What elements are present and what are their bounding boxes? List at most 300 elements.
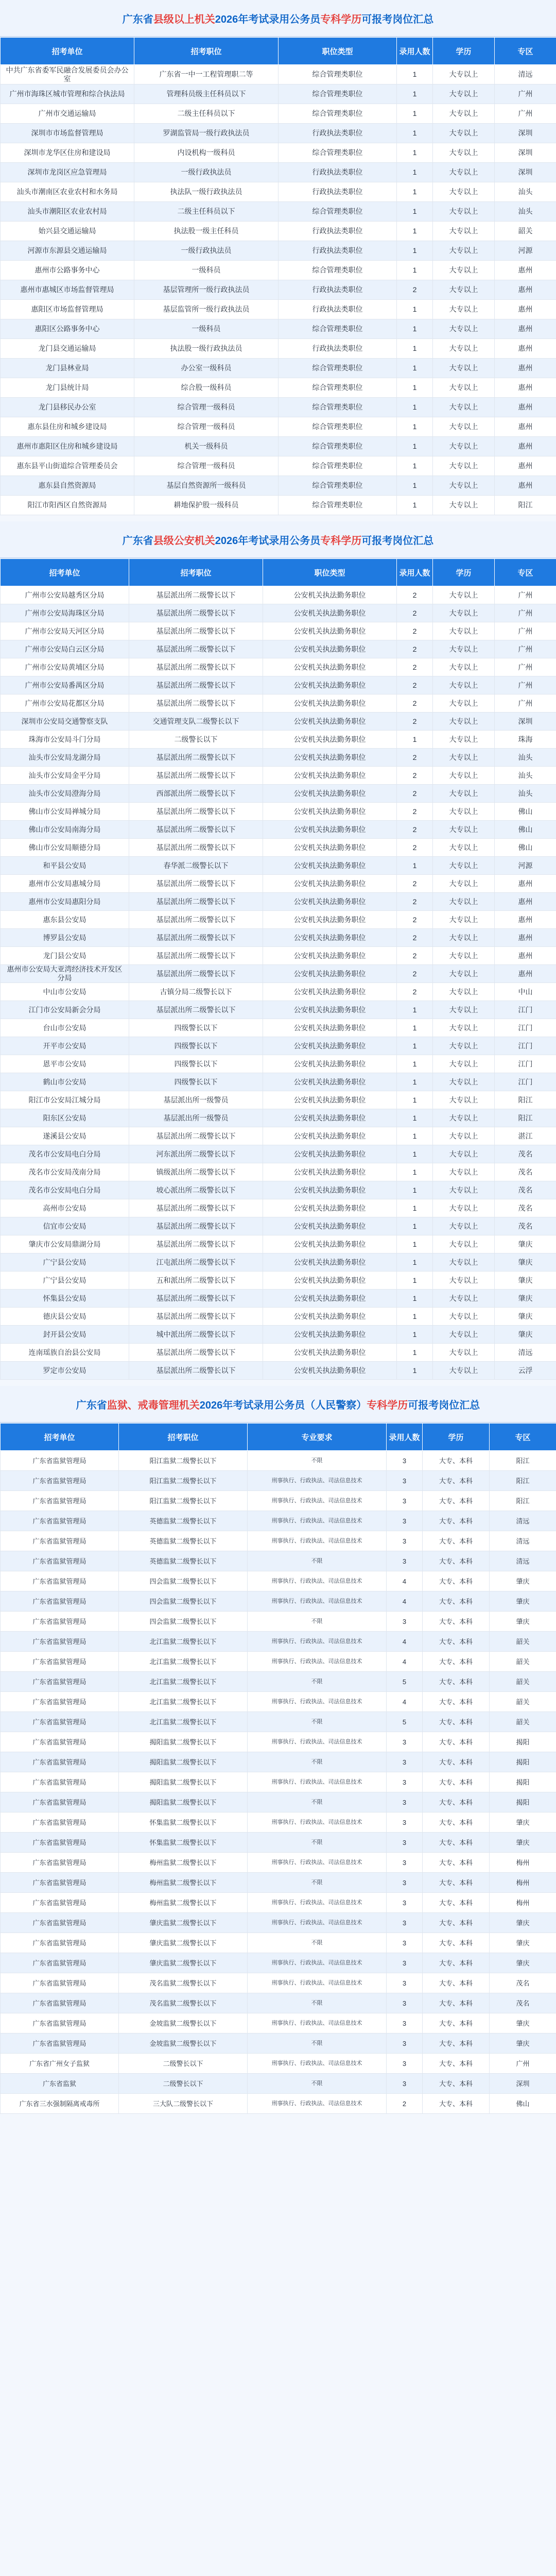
cell-region: 梅州: [490, 1853, 556, 1873]
cell-type: 刑事执行、行政执法、司法信息技术: [248, 1973, 387, 1993]
cell-unit: 广州市公安局海珠区分局: [1, 604, 129, 622]
cell-count: 1: [397, 1019, 433, 1037]
table-row: [1, 1953, 556, 1973]
cell-position: 综合管理一级科员: [134, 398, 279, 417]
cell-unit: 阳江市公安局江城分局: [1, 1091, 129, 1109]
table-row: [1, 1326, 556, 1344]
cell-position: 坡心派出所二级警长以下: [129, 1181, 263, 1199]
cell-count: 1: [397, 359, 433, 378]
cell-region: 汕头: [495, 182, 556, 202]
title-part: 可报考岗位汇总: [408, 1399, 480, 1411]
cell-unit: 惠阳区公路事务中心: [1, 319, 134, 339]
cell-region: 阳江: [495, 1109, 556, 1127]
cell-region: 阳江: [490, 1471, 556, 1491]
table-row: [1, 1055, 556, 1073]
cell-unit: 广东省监狱管理局: [1, 1511, 119, 1531]
cell-count: 1: [397, 417, 433, 437]
cell-type: 公安机关执法勤务职位: [263, 1145, 397, 1163]
cell-count: 2: [397, 875, 433, 893]
cell-type: 不限: [248, 1792, 387, 1812]
cell-education: 大专、本科: [423, 1471, 490, 1491]
cell-education: 大专以上: [433, 1253, 495, 1272]
cell-unit: 龙门县交通运输局: [1, 339, 134, 359]
cell-type: 刑事执行、行政执法、司法信息技术: [248, 1772, 387, 1792]
cell-position: 基层派出所二级警长以下: [129, 1344, 263, 1362]
title-highlight: 专科学历: [320, 13, 362, 25]
cell-type: 公安机关执法勤务职位: [263, 658, 397, 676]
section-title: [0, 1386, 556, 1423]
cell-type: 不限: [248, 1873, 387, 1893]
cell-education: 大专以上: [433, 983, 495, 1001]
cell-position: 基层派出所二级警长以下: [129, 1001, 263, 1019]
cell-position: 怀集监狱二级警长以下: [119, 1833, 248, 1853]
column-header: 招考职位: [134, 38, 279, 65]
table-row: [1, 1019, 556, 1037]
cell-region: 揭阳: [490, 1752, 556, 1772]
cell-count: 4: [387, 1591, 423, 1612]
table-row: [1, 911, 556, 929]
cell-education: 大专、本科: [423, 1993, 490, 2013]
table-body: [1, 65, 556, 515]
cell-count: 2: [397, 983, 433, 1001]
cell-region: 阳江: [490, 1491, 556, 1511]
cell-unit: 德庆县公安局: [1, 1308, 129, 1326]
cell-type: 公安机关执法勤务职位: [263, 839, 397, 857]
cell-education: 大专以上: [433, 417, 495, 437]
table-row: [1, 2054, 556, 2074]
cell-unit: 封开县公安局: [1, 1326, 129, 1344]
cell-education: 大专、本科: [423, 2074, 490, 2094]
cell-type: 行政执法类职位: [279, 300, 397, 319]
cell-education: 大专以上: [433, 398, 495, 417]
title-part: 可报考岗位汇总: [361, 13, 434, 25]
cell-region: 肇庆: [490, 2033, 556, 2054]
cell-type: 公安机关执法勤务职位: [263, 803, 397, 821]
cell-count: 1: [397, 1235, 433, 1253]
title-highlight: 县级公安机关: [153, 535, 215, 547]
cell-region: 肇庆: [495, 1308, 556, 1326]
table-row: [1, 857, 556, 875]
cell-position: 三大队二级警长以下: [119, 2094, 248, 2114]
cell-unit: 茂名市公安局电白分局: [1, 1145, 129, 1163]
cell-education: 大专、本科: [423, 1752, 490, 1772]
cell-position: 执法队一级行政执法员: [134, 182, 279, 202]
table-row: [1, 713, 556, 731]
cell-region: 肇庆: [490, 1953, 556, 1973]
cell-region: 佛山: [495, 803, 556, 821]
cell-position: 基层派出所一级警员: [129, 1091, 263, 1109]
table-row: [1, 1772, 556, 1792]
cell-type: 综合管理类职位: [279, 456, 397, 476]
column-header: 职位类型: [279, 38, 397, 65]
cell-type: 综合管理类职位: [279, 202, 397, 222]
section-title: [0, 0, 556, 37]
cell-education: 大专、本科: [423, 1531, 490, 1551]
cell-unit: 深圳市龙岗区应急管理局: [1, 163, 134, 182]
cell-type: 不限: [248, 1712, 387, 1732]
cell-position: 一级科员: [134, 319, 279, 339]
cell-count: 3: [387, 1833, 423, 1853]
cell-type: 公安机关执法勤务职位: [263, 893, 397, 911]
title-part: 广东省: [122, 535, 153, 547]
cell-unit: 广东省监狱管理局: [1, 1632, 119, 1652]
cell-type: 行政执法类职位: [279, 163, 397, 182]
cell-unit: 广东省监狱管理局: [1, 1953, 119, 1973]
table-row: [1, 893, 556, 911]
cell-unit: 台山市公安局: [1, 1019, 129, 1037]
table-row: [1, 1571, 556, 1591]
cell-position: 西部派出所二级警长以下: [129, 785, 263, 803]
cell-region: 深圳: [495, 163, 556, 182]
section-gap: [0, 515, 556, 521]
cell-unit: 阳江市阳西区自然资源局: [1, 496, 134, 515]
cell-position: 揭阳监狱二级警长以下: [119, 1792, 248, 1812]
column-header: 录用人数: [397, 38, 433, 65]
cell-position: 英德监狱二级警长以下: [119, 1511, 248, 1531]
cell-type: 刑事执行、行政执法、司法信息技术: [248, 1652, 387, 1672]
cell-education: 大专以上: [433, 713, 495, 731]
cell-count: 2: [397, 821, 433, 839]
cell-count: 2: [397, 604, 433, 622]
cell-region: 广州: [495, 640, 556, 658]
cell-unit: 高州市公安局: [1, 1199, 129, 1217]
cell-unit: 江门市公安局新会分局: [1, 1001, 129, 1019]
cell-position: 四会监狱二级警长以下: [119, 1591, 248, 1612]
positions-table: [0, 558, 556, 1380]
cell-region: 肇庆: [490, 1812, 556, 1833]
cell-count: 1: [397, 300, 433, 319]
cell-education: 大专以上: [433, 339, 495, 359]
table-row: [1, 694, 556, 713]
table-row: [1, 1551, 556, 1571]
cell-type: 公安机关执法勤务职位: [263, 1326, 397, 1344]
cell-type: 刑事执行、行政执法、司法信息技术: [248, 1531, 387, 1551]
cell-count: 1: [397, 163, 433, 182]
cell-education: 大专以上: [433, 604, 495, 622]
cell-education: 大专以上: [433, 1235, 495, 1253]
table-row: [1, 84, 556, 104]
table-row: [1, 749, 556, 767]
cell-position: 基层派出所二级警长以下: [129, 640, 263, 658]
cell-education: 大专以上: [433, 476, 495, 496]
cell-unit: 阳东区公安局: [1, 1109, 129, 1127]
cell-region: 肇庆: [490, 2013, 556, 2033]
cell-position: 基层派出所二级警长以下: [129, 947, 263, 965]
cell-position: 基层派出所二级警长以下: [129, 1308, 263, 1326]
cell-position: 基层派出所二级警长以下: [129, 893, 263, 911]
cell-region: 江门: [495, 1001, 556, 1019]
cell-type: 刑事执行、行政执法、司法信息技术: [248, 1491, 387, 1511]
cell-unit: 广东省监狱管理局: [1, 1833, 119, 1853]
table-row: [1, 640, 556, 658]
cell-count: 3: [387, 1551, 423, 1571]
cell-type: 公安机关执法勤务职位: [263, 1163, 397, 1181]
cell-position: 江屯派出所二级警长以下: [129, 1253, 263, 1272]
cell-education: 大专、本科: [423, 1873, 490, 1893]
cell-education: 大专以上: [433, 947, 495, 965]
cell-position: 交通管理支队二级警长以下: [129, 713, 263, 731]
cell-education: 大专以上: [433, 586, 495, 604]
cell-type: 公安机关执法勤务职位: [263, 731, 397, 749]
cell-position: 基层派出所二级警长以下: [129, 622, 263, 640]
cell-position: 二级警长以下: [119, 2054, 248, 2074]
cell-unit: 广东省监狱管理局: [1, 1712, 119, 1732]
table-row: [1, 1253, 556, 1272]
cell-type: 公安机关执法勤务职位: [263, 1217, 397, 1235]
cell-region: 惠州: [495, 437, 556, 456]
cell-count: 1: [397, 339, 433, 359]
cell-region: 阳江: [495, 496, 556, 515]
cell-count: 1: [397, 1091, 433, 1109]
cell-unit: 惠东县公安局: [1, 911, 129, 929]
cell-count: 2: [397, 586, 433, 604]
cell-position: 四会监狱二级警长以下: [119, 1571, 248, 1591]
cell-count: 2: [387, 2094, 423, 2114]
cell-region: 汕头: [495, 785, 556, 803]
cell-position: 基层派出所二级警长以下: [129, 803, 263, 821]
cell-education: 大专、本科: [423, 1712, 490, 1732]
cell-education: 大专、本科: [423, 1491, 490, 1511]
cell-region: 江门: [495, 1019, 556, 1037]
table-row: [1, 767, 556, 785]
cell-count: 3: [387, 1973, 423, 1993]
cell-count: 3: [387, 1732, 423, 1752]
table-row: [1, 929, 556, 947]
table-row: [1, 1235, 556, 1253]
table-row: [1, 496, 556, 515]
cell-count: 1: [397, 398, 433, 417]
cell-education: 大专以上: [433, 182, 495, 202]
cell-unit: 深圳市公安局交通警察支队: [1, 713, 129, 731]
cell-unit: 龙门县统计局: [1, 378, 134, 398]
cell-education: 大专、本科: [423, 1772, 490, 1792]
cell-type: 公安机关执法勤务职位: [263, 785, 397, 803]
cell-unit: 广州市公安局越秀区分局: [1, 586, 129, 604]
cell-education: 大专以上: [433, 163, 495, 182]
cell-education: 大专、本科: [423, 1571, 490, 1591]
column-header: 专区: [490, 1423, 556, 1451]
cell-count: 3: [387, 1511, 423, 1531]
cell-position: 北江监狱二级警长以下: [119, 1632, 248, 1652]
cell-type: 公安机关执法勤务职位: [263, 1272, 397, 1290]
cell-education: 大专以上: [433, 300, 495, 319]
title-part: 2026年考试录用公务员: [215, 13, 321, 25]
table-row: [1, 1451, 556, 1471]
cell-region: 深圳: [495, 124, 556, 143]
cell-region: 梅州: [490, 1873, 556, 1893]
cell-region: 惠州: [495, 378, 556, 398]
cell-position: 揭阳监狱二级警长以下: [119, 1732, 248, 1752]
cell-type: 不限: [248, 1451, 387, 1471]
cell-type: 公安机关执法勤务职位: [263, 640, 397, 658]
cell-region: 茂名: [495, 1145, 556, 1163]
table-row: [1, 222, 556, 241]
cell-unit: 惠东县住房和城乡建设局: [1, 417, 134, 437]
cell-region: 佛山: [490, 2094, 556, 2114]
cell-unit: 汕头市公安局澄海分局: [1, 785, 129, 803]
cell-region: 深圳: [495, 713, 556, 731]
cell-unit: 广东省监狱管理局: [1, 1571, 119, 1591]
cell-count: 1: [397, 437, 433, 456]
cell-unit: 广州市公安局天河区分局: [1, 622, 129, 640]
table-row: [1, 965, 556, 983]
cell-type: 行政执法类职位: [279, 182, 397, 202]
cell-position: 金坡监狱二级警长以下: [119, 2013, 248, 2033]
cell-type: 公安机关执法勤务职位: [263, 875, 397, 893]
cell-unit: 广东省监狱管理局: [1, 1933, 119, 1953]
cell-region: 韶关: [495, 222, 556, 241]
cell-education: 大专、本科: [423, 1913, 490, 1933]
cell-unit: 惠州市公安局惠城分局: [1, 875, 129, 893]
cell-position: 基层派出所二级警长以下: [129, 658, 263, 676]
cell-unit: 广东省监狱管理局: [1, 1993, 119, 2013]
cell-count: 1: [397, 476, 433, 496]
table-row: [1, 875, 556, 893]
cell-type: 综合管理类职位: [279, 476, 397, 496]
cell-region: 惠州: [495, 965, 556, 983]
section-gap: [0, 1380, 556, 1386]
table-row: [1, 983, 556, 1001]
cell-unit: 惠州市惠城区市场监督管理局: [1, 280, 134, 300]
cell-region: 湛江: [495, 1127, 556, 1145]
cell-type: 不限: [248, 2033, 387, 2054]
title-highlight: 专科学历: [367, 1399, 408, 1411]
cell-education: 大专以上: [433, 1344, 495, 1362]
cell-count: 2: [397, 803, 433, 821]
cell-education: 大专以上: [433, 1290, 495, 1308]
cell-unit: 罗定市公安局: [1, 1362, 129, 1380]
table-row: [1, 202, 556, 222]
cell-type: 公安机关执法勤务职位: [263, 713, 397, 731]
cell-unit: 广东省广州女子监狱: [1, 2054, 119, 2074]
table-row: [1, 2074, 556, 2094]
table-row: [1, 1001, 556, 1019]
cell-position: 阳江监狱二级警长以下: [119, 1491, 248, 1511]
cell-type: 综合管理类职位: [279, 496, 397, 515]
cell-position: 梅州监狱二级警长以下: [119, 1893, 248, 1913]
table-row: [1, 604, 556, 622]
section-title: [0, 521, 556, 558]
cell-count: 1: [397, 104, 433, 124]
cell-education: 大专以上: [433, 456, 495, 476]
cell-education: 大专、本科: [423, 1672, 490, 1692]
cell-position: 基层派出所二级警长以下: [129, 821, 263, 839]
cell-type: 公安机关执法勤务职位: [263, 1073, 397, 1091]
cell-position: 耕地保护股一级科员: [134, 496, 279, 515]
cell-position: 基层派出所二级警长以下: [129, 965, 263, 983]
cell-education: 大专、本科: [423, 1953, 490, 1973]
cell-type: 公安机关执法勤务职位: [263, 1109, 397, 1127]
table-row: [1, 280, 556, 300]
table-row: [1, 1199, 556, 1217]
title-part: 可报考岗位汇总: [361, 535, 434, 547]
table-row: [1, 803, 556, 821]
column-header: 招考单位: [1, 38, 134, 65]
cell-count: 1: [397, 1290, 433, 1308]
cell-region: 广州: [495, 658, 556, 676]
cell-education: 大专以上: [433, 821, 495, 839]
cell-unit: 龙门县林业局: [1, 359, 134, 378]
table-row: [1, 1073, 556, 1091]
cell-count: 3: [387, 2074, 423, 2094]
table-row: [1, 241, 556, 261]
cell-education: 大专以上: [433, 84, 495, 104]
cell-education: 大专以上: [433, 1037, 495, 1055]
cell-unit: 博罗县公安局: [1, 929, 129, 947]
cell-count: 3: [387, 1451, 423, 1471]
cell-count: 1: [397, 1272, 433, 1290]
cell-position: 揭阳监狱二级警长以下: [119, 1752, 248, 1772]
cell-count: 1: [397, 1109, 433, 1127]
cell-unit: 广东省监狱管理局: [1, 1531, 119, 1551]
cell-type: 综合管理类职位: [279, 437, 397, 456]
table-row: [1, 1933, 556, 1953]
cell-unit: 广东省监狱管理局: [1, 1652, 119, 1672]
table-row: [1, 319, 556, 339]
cell-region: 惠州: [495, 947, 556, 965]
table-row: [1, 1712, 556, 1732]
table-row: [1, 622, 556, 640]
cell-type: 公安机关执法勤务职位: [263, 604, 397, 622]
cell-count: 2: [397, 749, 433, 767]
cell-position: 执法股一级行政执法员: [134, 339, 279, 359]
cell-unit: 惠州市惠阳区住房和城乡建设局: [1, 437, 134, 456]
cell-count: 2: [397, 839, 433, 857]
cell-position: 基层派出所二级警长以下: [129, 839, 263, 857]
cell-count: 2: [397, 640, 433, 658]
cell-education: 大专以上: [433, 1272, 495, 1290]
table-header-row: [1, 1423, 556, 1451]
cell-unit: 开平市公安局: [1, 1037, 129, 1055]
cell-education: 大专、本科: [423, 1973, 490, 1993]
cell-count: 1: [397, 1001, 433, 1019]
cell-region: 肇庆: [495, 1290, 556, 1308]
cell-region: 惠州: [495, 476, 556, 496]
cell-region: 广州: [495, 622, 556, 640]
cell-count: 1: [397, 222, 433, 241]
cell-count: 3: [387, 1953, 423, 1973]
table-body: [1, 1451, 556, 2114]
table-row: [1, 731, 556, 749]
cell-region: 茂名: [490, 1973, 556, 1993]
cell-position: 茂名监狱二级警长以下: [119, 1973, 248, 1993]
cell-position: 梅州监狱二级警长以下: [119, 1873, 248, 1893]
cell-region: 肇庆: [495, 1272, 556, 1290]
cell-position: 基层派出所二级警长以下: [129, 586, 263, 604]
cell-type: 公安机关执法勤务职位: [263, 1181, 397, 1199]
cell-region: 韶关: [490, 1712, 556, 1732]
cell-education: 大专以上: [433, 1019, 495, 1037]
cell-region: 清远: [495, 1344, 556, 1362]
cell-region: 惠州: [495, 339, 556, 359]
cell-unit: 广州市公安局花都区分局: [1, 694, 129, 713]
cell-count: 3: [387, 1471, 423, 1491]
cell-type: 综合管理类职位: [279, 378, 397, 398]
cell-count: 3: [387, 2033, 423, 2054]
cell-position: 基层派出所二级警长以下: [129, 929, 263, 947]
cell-unit: 广东省监狱管理局: [1, 1692, 119, 1712]
cell-unit: 鹤山市公安局: [1, 1073, 129, 1091]
cell-region: 深圳: [490, 2074, 556, 2094]
cell-count: 2: [397, 947, 433, 965]
cell-education: 大专以上: [433, 1326, 495, 1344]
cell-region: 汕头: [495, 767, 556, 785]
table-row: [1, 417, 556, 437]
cell-type: 公安机关执法勤务职位: [263, 622, 397, 640]
cell-unit: 河源市东源县交通运输局: [1, 241, 134, 261]
table-row: [1, 261, 556, 280]
cell-region: 茂名: [495, 1163, 556, 1181]
